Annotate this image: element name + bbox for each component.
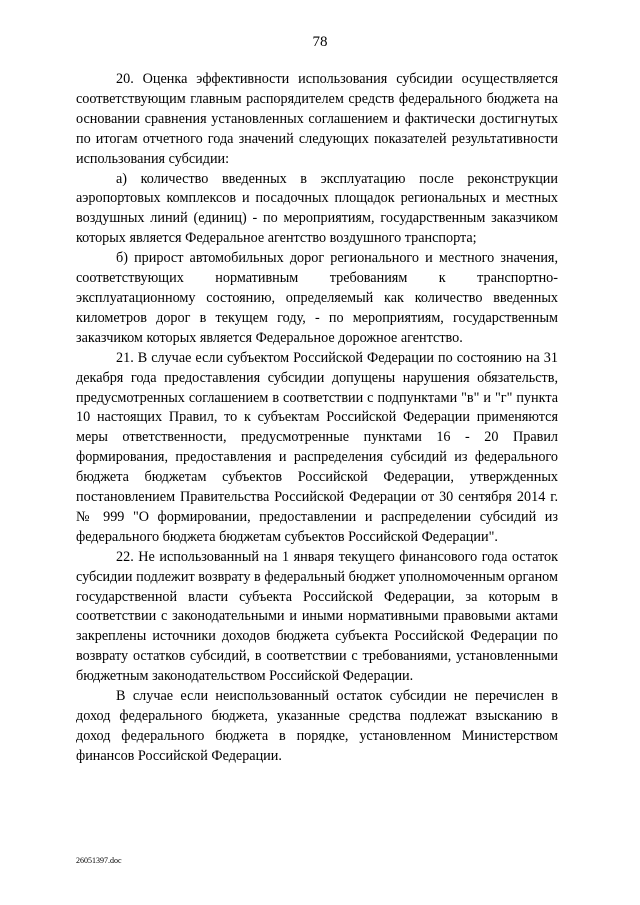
paragraph-20: 20. Оценка эффективности использования субсидии осуществляется соответствующим главным распорядителем средств федерального бюджета на основании сравнения установленных соглашением и фактически достигнутых по итогам отчетного года значений следующих показателей результативности использования субсидии:	[76, 71, 558, 167]
document-body	[76, 70, 558, 767]
paragraph-22: 22. Не использованный на 1 января текущего финансового года остаток субсидии подлежит возврату в федеральный бюджет уполномоченным органом государственной власти субъекта Российской Федерации, за которым в соответствии с законодательными и иными нормативными правовыми актами закреплены источники доходов бюджета субъекта Российской Федерации по возврату остатков субсидий, в соответствии с требованиями, установленными бюджетным законодательством Российской Федерации.	[76, 548, 558, 685]
document-file-code: 26051397.doc	[76, 856, 122, 865]
paragraph-20-b: б) прирост автомобильных дорог регионального и местного значения, соответствующих нормативным требованиям к транспортно-эксплуатационному состоянию, определяемый как количество введенных километров дорог в текущем году, - по мероприятиям, государственным заказчиком которых является Федеральное дорожное агентство.	[76, 250, 558, 346]
page-number: 78	[312, 34, 328, 50]
paragraph-20-a: а) количество введенных в эксплуатацию после реконструкции аэропортовых комплексов и посадочных площадок региональных и местных воздушных линий (единиц) - по мероприятиям, государственным заказчиком которых является Федеральное агентство воздушного транспорта;	[76, 170, 558, 247]
paragraph-22-continuation: В случае если неиспользованный остаток субсидии не перечислен в доход федерального бюджета, указанные средства подлежат взысканию в доход федерального бюджета в порядке, установленном Министерством финансов Российской Федерации.	[76, 688, 558, 764]
paragraph-21: 21. В случае если субъектом Российской Федерации по состоянию на 31 декабря года предоставления субсидии допущены нарушения обязательств, предусмотренных соглашением в соответствии с подпунктами "в" и "г" пункта 10 настоящих Правил, то к субъектам Российской Федерации применяются меры ответственности, предусмотренные пунктами 16 - 20 Правил формирования, предоставления и распределения субсидий из федерального бюджета бюджетам субъектов Российской Федерации, утвержденных постановлением Правительства Российской Федерации от 30 сентября 2014 г. № 999 "О формировании, предоставлении и распределении субсидий из федерального бюджета бюджетам субъектов Российской Федерации".	[76, 349, 558, 545]
